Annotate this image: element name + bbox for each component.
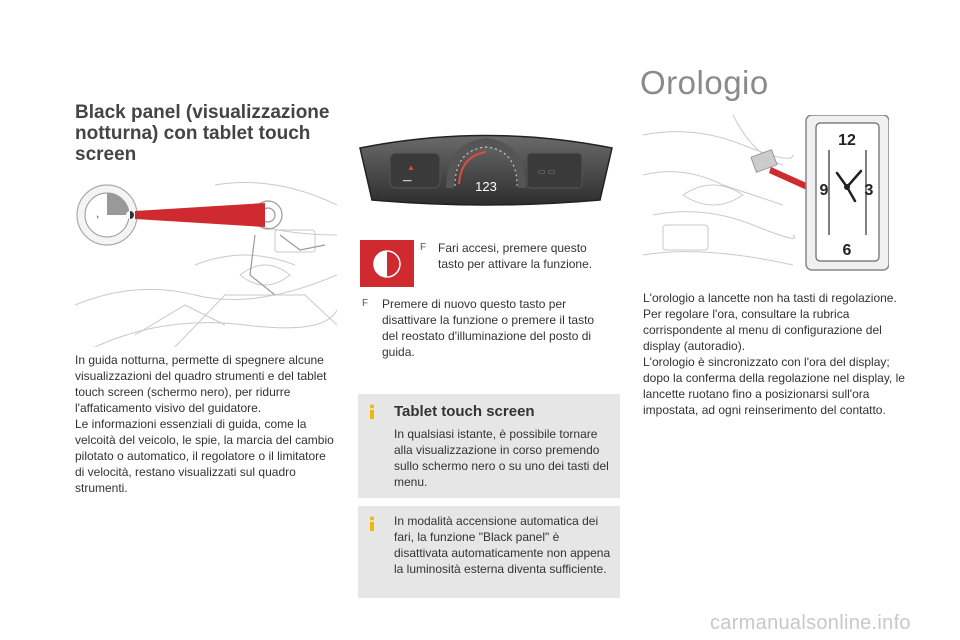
bullet-deactivate-text: Premere di nuovo questo tasto per disattivare la funzione o premere il tasto del reostato d'illuminazione del posto di guida. [382, 297, 595, 359]
paragraph-2: Le informazioni essenziali di guida, come la velcoità del veicolo, le spie, la marcia del cambio pilotato o automatico, il regolatore o il limitatore di velocità, restano visualizzati sul quadro strumenti. [75, 417, 334, 495]
watermark: carmanualsonline.info [710, 612, 911, 634]
info-icon [366, 516, 378, 532]
section-title-clock: Orologio [640, 64, 769, 101]
illustration-dashboard-switch [75, 175, 337, 347]
illustration-clock [643, 115, 889, 277]
clock-number-3: 3 [864, 182, 874, 199]
clock-description [643, 290, 905, 418]
paragraph-2: L'orologio è sincronizzato con l'ora del display; dopo la conferma della regolazione nel display, le lancette ruotano fino a posizionarsi sull'ora impostata, ad ogni reinserimento del contatto. [643, 355, 905, 417]
bullet-activate-text: Fari accesi, premere questo tasto per attivare la funzione. [438, 241, 593, 271]
paragraph-1: In guida notturna, permette di spegnere alcune visualizzazioni del quadro strumenti e del tablet touch screen (schermo nero), per ridurre l'affaticamento visivo del guidatore. [75, 353, 327, 415]
clock-number-12: 12 [838, 132, 856, 149]
paragraph-1: L'orologio a lancette non ha tasti di regolazione. Per regolare l'ora, consultare la rubrica corrispondente al menu di configurazione del display (autoradio). [643, 291, 897, 353]
info-box-text: In qualsiasi istante, è possibile tornare alla visualizzazione in corso premendo sullo schermo nero o su uno dei tasti del menu. [394, 427, 609, 489]
info-box-text: In modalità accensione automatica dei fari, la funzione "Black panel" è disattivata automaticamente non appena la luminosità esterna diventa sufficiente. [394, 514, 611, 576]
info-icon [366, 404, 378, 420]
bullet-mark: F [362, 298, 369, 309]
illustration-instrument-cluster [355, 128, 617, 208]
clock-number-9: 9 [819, 182, 829, 199]
section-title-black-panel: Black panel (visualizzazione notturna) con tablet touch screen [75, 102, 330, 165]
bullet-deactivate [362, 296, 612, 360]
bullet-mark: F [420, 242, 427, 253]
black-panel-button-icon [360, 240, 414, 287]
info-box-title: Tablet touch screen [394, 403, 535, 420]
svg-text:◑: ◑ [95, 214, 100, 221]
cluster-speed-readout: 123 [475, 179, 497, 194]
svg-text:▲: ▲ [407, 163, 415, 172]
bullet-activate [420, 240, 610, 272]
clock-number-6: 6 [842, 242, 852, 259]
info-box-tablet [358, 394, 620, 498]
svg-text:▭ ▭: ▭ ▭ [538, 167, 556, 176]
info-box-auto-lights [358, 506, 620, 598]
black-panel-description [75, 352, 337, 496]
svg-text:━━: ━━ [403, 178, 412, 185]
